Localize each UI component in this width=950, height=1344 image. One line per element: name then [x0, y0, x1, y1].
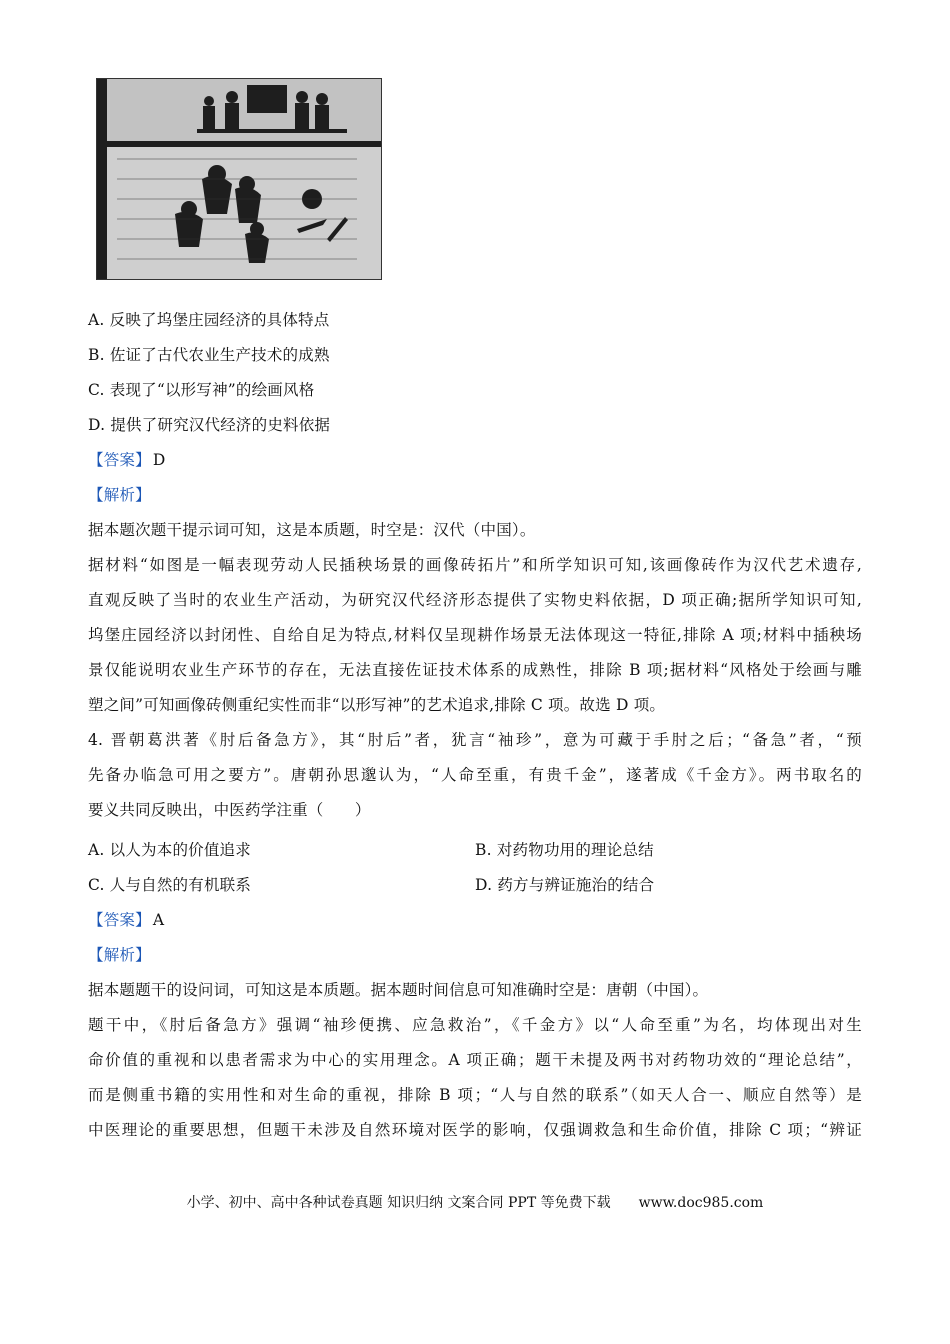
- analysis-line: 据本题次题干提示词可知，这是本质题，时空是：汉代（中国）。: [88, 521, 536, 539]
- q4-analysis-label: 【解析】: [88, 946, 151, 964]
- q4-analysis-line: 而是侧重书籍的实用性和对生命的重视，排除 B 项；“人与自然的联系”（如天人合一、顺应自然等）是: [88, 1086, 862, 1104]
- question-4-line: 4. 晋朝葛洪著《肘后备急方》，其“肘后”者，犹言“袖珍”，意为可藏于手肘之后；“备急”者，“预: [88, 731, 862, 749]
- analysis-line: 坞堡庄园经济以封闭性、自给自足为特点,材料仅呈现耕作场景无法体现这一特征,排除 A 项;材料中插秧场: [88, 626, 862, 644]
- q4-analysis-line: 命价值的重视和以患者需求为中心的实用理念。A 项正确；题干未提及两书对药物功效的“理论总结”，: [88, 1051, 862, 1069]
- analysis-line: 景仅能说明农业生产环节的存在，无法直接佐证技术体系的成熟性，排除 B 项;据材料“风格处于绘画与雕: [88, 661, 862, 679]
- footer-text: 小学、初中、高中各种试卷真题 知识归纳 文案合同 PPT 等免费下载: [186, 1195, 611, 1211]
- q4-analysis-line: 据本题题干的设问词，可知这是本质题。据本题时间信息可知准确时空是：唐朝（中国）。: [88, 981, 709, 999]
- q4-option-a: A. 以人为本的价值追求: [88, 841, 251, 859]
- answer-line: [88, 450, 165, 470]
- answer-label: 【答案】: [88, 451, 151, 469]
- analysis-line: 直观反映了当时的农业生产活动，为研究汉代经济形态提供了实物史料依据，D 项正确;据所学知识可知,: [88, 591, 862, 609]
- q4-option-d: D. 药方与辨证施治的结合: [475, 876, 655, 894]
- option-a: A. 反映了坞堡庄园经济的具体特点: [88, 311, 330, 329]
- question-4-line: 先备办临急可用之要方”。唐朝孙思邈认为，“人命至重，有贵千金”，遂著成《千金方》。两书取名的: [88, 766, 862, 784]
- option-b: B. 佐证了古代农业生产技术的成熟: [88, 346, 330, 364]
- q4-option-b: B. 对药物功用的理论总结: [475, 841, 654, 859]
- page-footer: [0, 1194, 950, 1212]
- q4-option-c: C. 人与自然的有机联系: [88, 876, 252, 894]
- option-c: C. 表现了“以形写神”的绘画风格: [88, 381, 315, 399]
- q4-analysis-line: 中医理论的重要思想，但题干未涉及自然环境对医学的影响，仅强调救急和生命价值，排除 C 项；“辨证: [88, 1121, 862, 1139]
- q4-answer-line: [88, 910, 164, 930]
- analysis-line: 据材料“如图是一幅表现劳动人民插秧场景的画像砖拓片”和所学知识可知,该画像砖作为汉代艺术遗存,: [88, 556, 862, 574]
- answer-value: D: [152, 451, 166, 469]
- footer-url[interactable]: www.doc985.com: [638, 1195, 764, 1211]
- option-d: D. 提供了研究汉代经济的史料依据: [88, 416, 331, 434]
- analysis-label: 【解析】: [88, 486, 151, 504]
- answer-value: A: [152, 911, 165, 929]
- q4-analysis-line: 题干中，《肘后备急方》强调“袖珍便携、应急救治”，《千金方》以“人命至重”为名，均体现出对生: [88, 1016, 862, 1034]
- question-4-line: 要义共同反映出，中医药学注重（ ）: [88, 801, 371, 819]
- brick-rubbing-image: [96, 78, 382, 280]
- answer-label: 【答案】: [88, 911, 151, 929]
- analysis-line: 塑之间”可知画像砖侧重纪实性而非“以形写神”的艺术追求,排除 C 项。故选 D 项。: [88, 696, 666, 714]
